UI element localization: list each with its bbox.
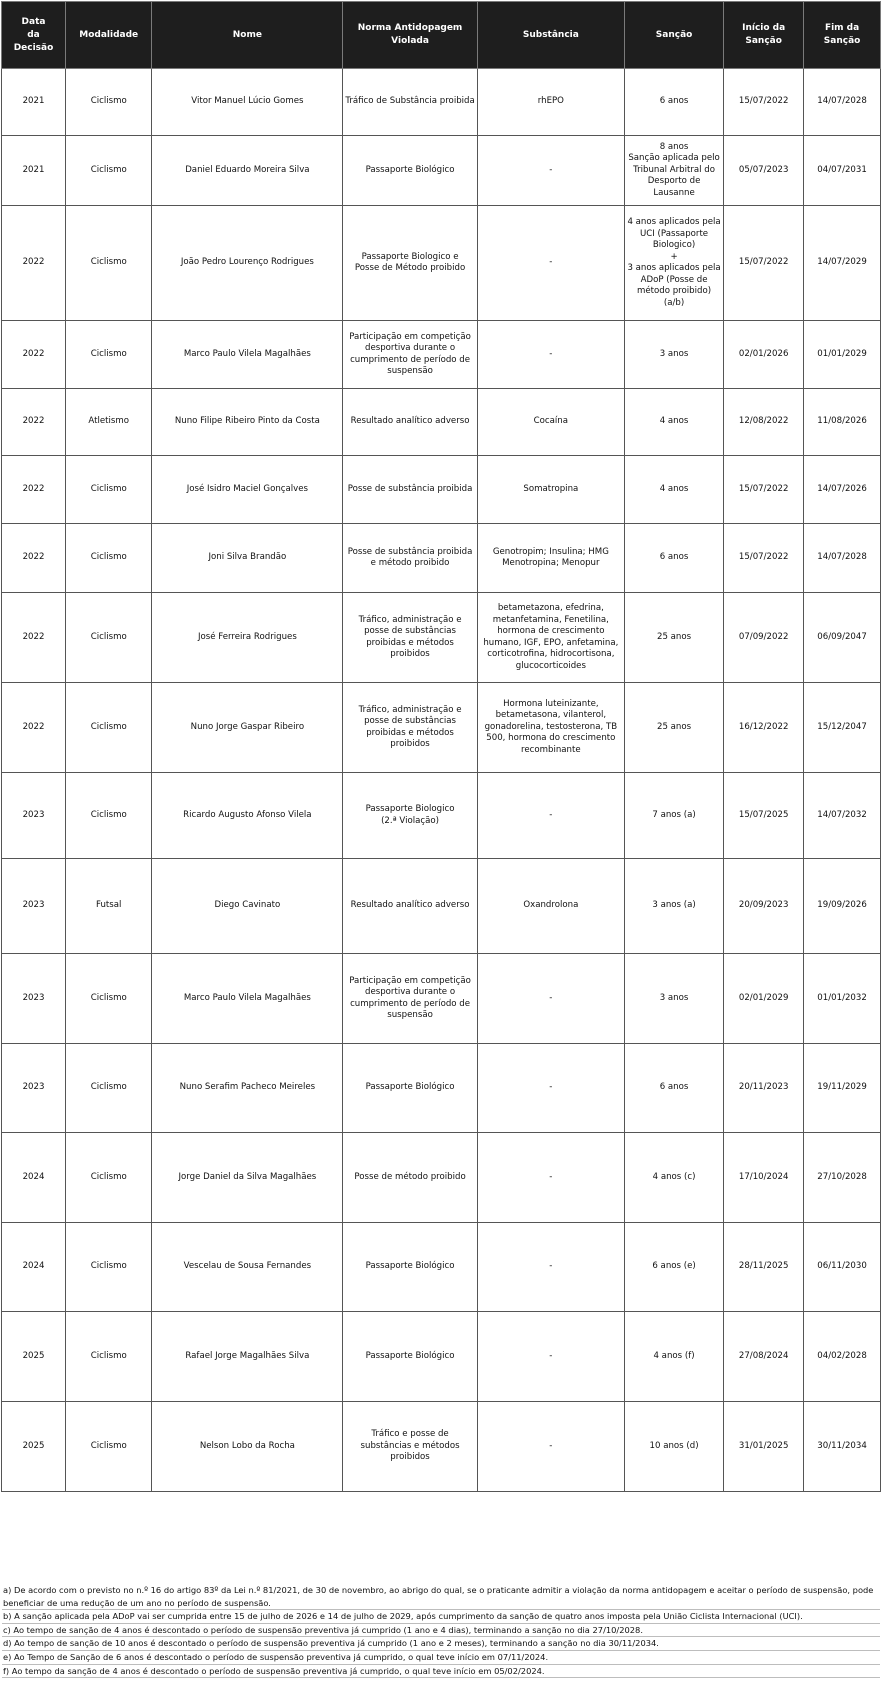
cell-fim: 04/02/2028	[804, 1312, 881, 1402]
cell-substancia: Cocaína	[477, 389, 624, 456]
header-norma: Norma Antidopagem Violada	[343, 2, 477, 69]
cell-modalidade: Ciclismo	[66, 1133, 152, 1223]
table-row	[2, 69, 881, 136]
cell-substancia: -	[477, 321, 624, 389]
cell-year: 2022	[2, 524, 66, 593]
cell-inicio: 15/07/2025	[724, 773, 804, 859]
cell-year: 2021	[2, 69, 66, 136]
cell-norma: Passaporte Biológico	[343, 136, 477, 206]
cell-norma: Passaporte Biológico	[343, 1044, 477, 1133]
cell-norma: Posse de método proibido	[343, 1133, 477, 1223]
cell-inicio: 17/10/2024	[724, 1133, 804, 1223]
cell-inicio: 27/08/2024	[724, 1312, 804, 1402]
table-row	[2, 1044, 881, 1133]
cell-sancao: 7 anos (a)	[624, 773, 723, 859]
cell-substancia: rhEPO	[477, 69, 624, 136]
cell-fim: 19/09/2026	[804, 859, 881, 954]
cell-substancia: -	[477, 954, 624, 1044]
cell-fim: 01/01/2032	[804, 954, 881, 1044]
cell-inicio: 07/09/2022	[724, 593, 804, 683]
cell-fim: 04/07/2031	[804, 136, 881, 206]
cell-modalidade: Ciclismo	[66, 1223, 152, 1312]
cell-modalidade: Ciclismo	[66, 1402, 152, 1492]
table-row	[2, 1223, 881, 1312]
cell-inicio: 02/01/2029	[724, 954, 804, 1044]
cell-fim: 06/09/2047	[804, 593, 881, 683]
cell-inicio: 15/07/2022	[724, 69, 804, 136]
cell-norma: Tráfico e posse de substâncias e métodos proibidos	[343, 1402, 477, 1492]
cell-substancia: Oxandrolona	[477, 859, 624, 954]
footnote: a) De acordo com o previsto no n.º 16 do artigo 83º da Lei n.º 81/2021, de 30 de novembro, ao abrigo do qual, se o praticante admitir a violação da norma antidopagem e aceitar o período de suspensão, pode beneficiar de uma redução de um ano no período de suspensão.	[2, 1584, 880, 1610]
cell-substancia: Somatropina	[477, 456, 624, 524]
table-body	[2, 69, 881, 1492]
cell-year: 2023	[2, 1044, 66, 1133]
cell-norma: Tráfico, administração e posse de substâncias proibidas e métodos proibidos	[343, 593, 477, 683]
table-row	[2, 859, 881, 954]
cell-norma: Posse de substância proibida e método proibido	[343, 524, 477, 593]
cell-nome: Rafael Jorge Magalhães Silva	[152, 1312, 343, 1402]
header-sancao: Sanção	[624, 2, 723, 69]
table-row	[2, 773, 881, 859]
cell-inicio: 28/11/2025	[724, 1223, 804, 1312]
cell-sancao: 4 anos	[624, 389, 723, 456]
cell-sancao: 3 anos	[624, 321, 723, 389]
cell-inicio: 15/07/2022	[724, 456, 804, 524]
cell-nome: João Pedro Lourenço Rodrigues	[152, 206, 343, 321]
cell-modalidade: Ciclismo	[66, 593, 152, 683]
table-row	[2, 456, 881, 524]
cell-nome: Ricardo Augusto Afonso Vilela	[152, 773, 343, 859]
cell-fim: 11/08/2026	[804, 389, 881, 456]
table-row	[2, 954, 881, 1044]
cell-year: 2022	[2, 593, 66, 683]
cell-modalidade: Ciclismo	[66, 1044, 152, 1133]
cell-modalidade: Ciclismo	[66, 136, 152, 206]
cell-inicio: 02/01/2026	[724, 321, 804, 389]
cell-nome: José Ferreira Rodrigues	[152, 593, 343, 683]
cell-year: 2024	[2, 1223, 66, 1312]
cell-fim: 14/07/2028	[804, 524, 881, 593]
cell-nome: Nuno Jorge Gaspar Ribeiro	[152, 683, 343, 773]
footnote: f) Ao tempo da sanção de 4 anos é descontado o período de suspensão preventiva já cumprido, o qual teve início em 05/02/2024.	[2, 1665, 880, 1679]
cell-norma: Participação em competição desportiva durante o cumprimento de período de suspensão	[343, 321, 477, 389]
cell-sancao: 4 anos (c)	[624, 1133, 723, 1223]
cell-inicio: 05/07/2023	[724, 136, 804, 206]
cell-modalidade: Atletismo	[66, 389, 152, 456]
cell-nome: Nelson Lobo da Rocha	[152, 1402, 343, 1492]
cell-norma: Passaporte Biologico (2.ª Violação)	[343, 773, 477, 859]
cell-substancia: -	[477, 1223, 624, 1312]
table-row	[2, 593, 881, 683]
table-row	[2, 321, 881, 389]
cell-norma: Passaporte Biológico	[343, 1312, 477, 1402]
cell-sancao: 3 anos	[624, 954, 723, 1044]
cell-substancia: -	[477, 136, 624, 206]
cell-substancia: -	[477, 773, 624, 859]
cell-modalidade: Ciclismo	[66, 683, 152, 773]
table-header-row	[2, 2, 881, 69]
cell-modalidade: Ciclismo	[66, 773, 152, 859]
header-nome: Nome	[152, 2, 343, 69]
cell-inicio: 15/07/2022	[724, 206, 804, 321]
table-row	[2, 206, 881, 321]
cell-modalidade: Ciclismo	[66, 954, 152, 1044]
cell-fim: 27/10/2028	[804, 1133, 881, 1223]
table-row	[2, 524, 881, 593]
header-fim: Fim da Sanção	[804, 2, 881, 69]
table-row	[2, 389, 881, 456]
cell-inicio: 16/12/2022	[724, 683, 804, 773]
cell-sancao: 25 anos	[624, 593, 723, 683]
cell-substancia: betametazona, efedrina, metanfetamina, Fenetilina, hormona de crescimento humano, IGF, EPO, anfetamina, corticotrofina, hidrocortisona, glucocorticoides	[477, 593, 624, 683]
footnote: c) Ao tempo de sanção de 4 anos é descontado o período de suspensão preventiva já cumprido (1 ano e 4 dias), terminando a sanção no dia 27/10/2028.	[2, 1624, 880, 1638]
cell-year: 2022	[2, 389, 66, 456]
cell-year: 2021	[2, 136, 66, 206]
cell-nome: Joni Silva Brandão	[152, 524, 343, 593]
cell-inicio: 15/07/2022	[724, 524, 804, 593]
cell-nome: José Isidro Maciel Gonçalves	[152, 456, 343, 524]
cell-norma: Resultado analítico adverso	[343, 859, 477, 954]
cell-fim: 14/07/2028	[804, 69, 881, 136]
cell-nome: Vitor Manuel Lúcio Gomes	[152, 69, 343, 136]
cell-sancao: 3 anos (a)	[624, 859, 723, 954]
cell-modalidade: Ciclismo	[66, 206, 152, 321]
table-row	[2, 683, 881, 773]
cell-year: 2025	[2, 1312, 66, 1402]
cell-norma: Passaporte Biológico	[343, 1223, 477, 1312]
cell-inicio: 20/09/2023	[724, 859, 804, 954]
cell-norma: Resultado analítico adverso	[343, 389, 477, 456]
cell-nome: Daniel Eduardo Moreira Silva	[152, 136, 343, 206]
cell-nome: Jorge Daniel da Silva Magalhães	[152, 1133, 343, 1223]
cell-year: 2022	[2, 683, 66, 773]
cell-norma: Passaporte Biologico e Posse de Método proibido	[343, 206, 477, 321]
cell-nome: Marco Paulo Vilela Magalhães	[152, 954, 343, 1044]
cell-sancao: 10 anos (d)	[624, 1402, 723, 1492]
cell-sancao: 4 anos	[624, 456, 723, 524]
cell-sancao: 6 anos	[624, 1044, 723, 1133]
footnote: b) A sanção aplicada pela ADoP vai ser cumprida entre 15 de julho de 2026 e 14 de julho de 2029, após cumprimento da sanção de quatro anos imposta pela União Ciclista Internacional (UCI).	[2, 1610, 880, 1624]
cell-fim: 01/01/2029	[804, 321, 881, 389]
cell-sancao: 8 anos Sanção aplicada pelo Tribunal Arbitral do Desporto de Lausanne	[624, 136, 723, 206]
cell-year: 2023	[2, 859, 66, 954]
cell-norma: Participação em competição desportiva durante o cumprimento de período de suspensão	[343, 954, 477, 1044]
cell-year: 2023	[2, 773, 66, 859]
footnotes	[2, 1584, 880, 1678]
cell-nome: Marco Paulo Vilela Magalhães	[152, 321, 343, 389]
cell-year: 2022	[2, 321, 66, 389]
cell-nome: Vescelau de Sousa Fernandes	[152, 1223, 343, 1312]
cell-substancia: -	[477, 1402, 624, 1492]
table-row	[2, 1402, 881, 1492]
cell-sancao: 6 anos (e)	[624, 1223, 723, 1312]
cell-fim: 14/07/2032	[804, 773, 881, 859]
cell-substancia: -	[477, 1133, 624, 1223]
cell-modalidade: Ciclismo	[66, 1312, 152, 1402]
cell-modalidade: Ciclismo	[66, 456, 152, 524]
cell-sancao: 6 anos	[624, 69, 723, 136]
table-row	[2, 1133, 881, 1223]
header-inicio: Início da Sanção	[724, 2, 804, 69]
cell-norma: Posse de substância proibida	[343, 456, 477, 524]
cell-inicio: 12/08/2022	[724, 389, 804, 456]
cell-fim: 14/07/2029	[804, 206, 881, 321]
cell-fim: 19/11/2029	[804, 1044, 881, 1133]
cell-substancia: Genotropim; Insulina; HMG Menotropina; Menopur	[477, 524, 624, 593]
cell-fim: 06/11/2030	[804, 1223, 881, 1312]
cell-sancao: 4 anos aplicados pela UCI (Passaporte Biologico) + 3 anos aplicados pela ADoP (Posse de método proibido) (a/b)	[624, 206, 723, 321]
cell-modalidade: Ciclismo	[66, 524, 152, 593]
cell-norma: Tráfico, administração e posse de substâncias proibidas e métodos proibidos	[343, 683, 477, 773]
cell-sancao: 4 anos (f)	[624, 1312, 723, 1402]
cell-substancia: -	[477, 1312, 624, 1402]
cell-fim: 14/07/2026	[804, 456, 881, 524]
table-row	[2, 136, 881, 206]
cell-year: 2025	[2, 1402, 66, 1492]
table-row	[2, 1312, 881, 1402]
cell-nome: Diego Cavinato	[152, 859, 343, 954]
cell-fim: 30/11/2034	[804, 1402, 881, 1492]
cell-inicio: 20/11/2023	[724, 1044, 804, 1133]
cell-sancao: 25 anos	[624, 683, 723, 773]
sanctions-table	[1, 1, 881, 1492]
cell-inicio: 31/01/2025	[724, 1402, 804, 1492]
cell-norma: Tráfico de Substância proibida	[343, 69, 477, 136]
cell-modalidade: Ciclismo	[66, 69, 152, 136]
footnote: d) Ao tempo de sanção de 10 anos é descontado o período de suspensão preventiva já cumprido (1 ano e 2 meses), terminando a sanção no dia 30/11/2034.	[2, 1637, 880, 1651]
header-modalidade: Modalidade	[66, 2, 152, 69]
header-substancia: Substância	[477, 2, 624, 69]
cell-substancia: -	[477, 1044, 624, 1133]
cell-year: 2024	[2, 1133, 66, 1223]
cell-sancao: 6 anos	[624, 524, 723, 593]
cell-year: 2022	[2, 456, 66, 524]
cell-modalidade: Futsal	[66, 859, 152, 954]
cell-nome: Nuno Filipe Ribeiro Pinto da Costa	[152, 389, 343, 456]
cell-modalidade: Ciclismo	[66, 321, 152, 389]
header-data-decisao: Data da Decisão	[2, 2, 66, 69]
footnote: e) Ao Tempo de Sanção de 6 anos é descontado o período de suspensão preventiva já cumprido, o qual teve início em 07/11/2024.	[2, 1651, 880, 1665]
cell-substancia: -	[477, 206, 624, 321]
cell-year: 2022	[2, 206, 66, 321]
cell-substancia: Hormona luteinizante, betametasona, vilanterol, gonadorelina, testosterona, TB 500, hormona do crescimento recombinante	[477, 683, 624, 773]
cell-nome: Nuno Serafim Pacheco Meireles	[152, 1044, 343, 1133]
cell-fim: 15/12/2047	[804, 683, 881, 773]
cell-year: 2023	[2, 954, 66, 1044]
